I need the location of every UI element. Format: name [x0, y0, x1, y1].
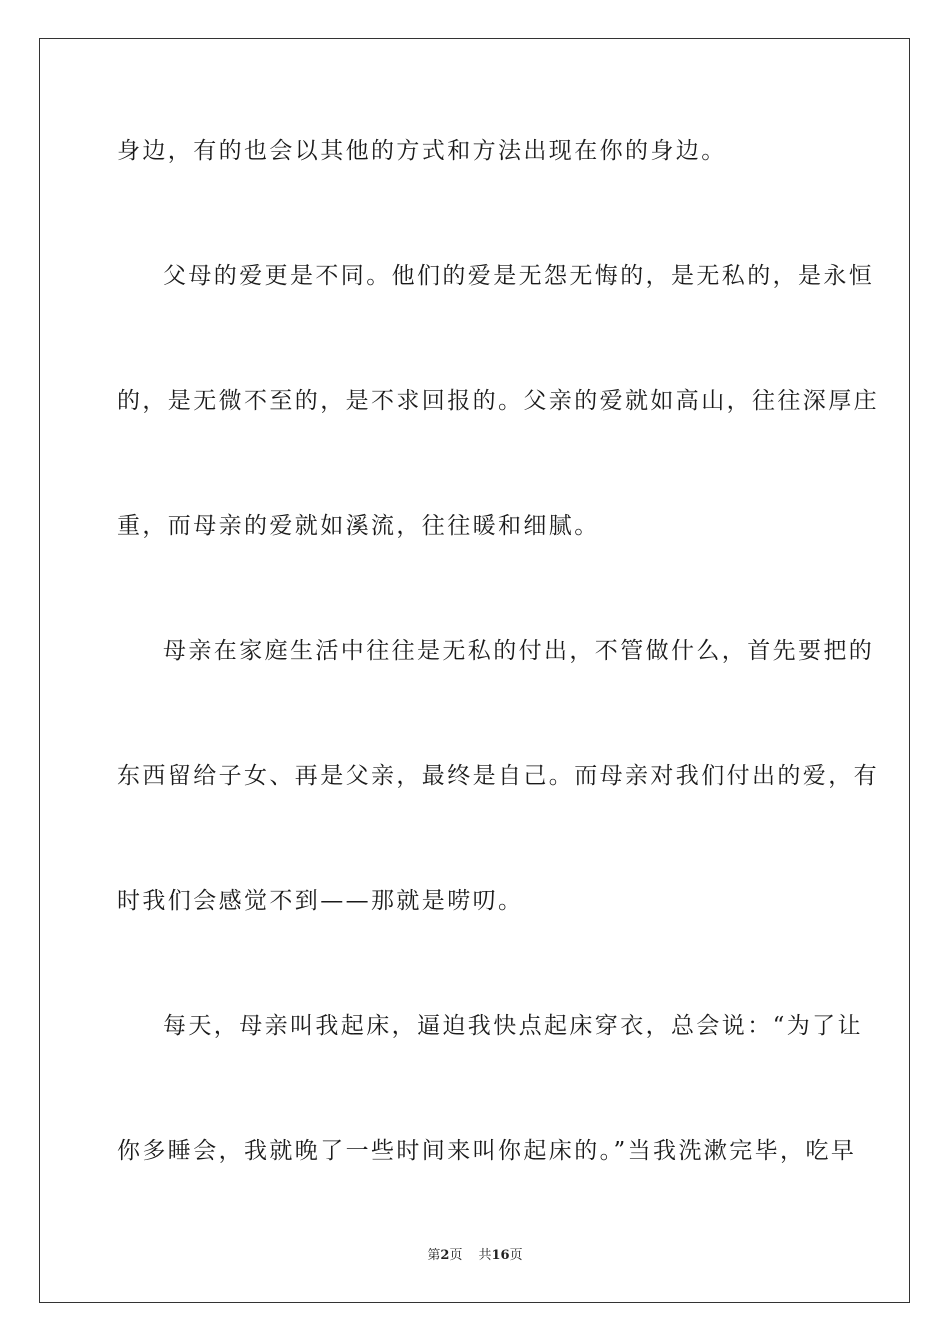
text-line-7: 时我们会感觉不到——那就是唠叨。 — [117, 888, 524, 914]
text-line-9: 你多睡会，我就晚了一些时间来叫你起床的。”当我洗漱完毕，吃早 — [117, 1138, 857, 1164]
total-suffix: 页 — [509, 1248, 523, 1263]
text-line-1: 身边，有的也会以其他的方式和方法出现在你的身边。 — [117, 138, 727, 164]
text-line-3: 的，是无微不至的，是不求回报的。父亲的爱就如高山，往往深厚庄 — [117, 388, 879, 414]
text-line-6: 东西留给子女、再是父亲，最终是自己。而母亲对我们付出的爱，有 — [117, 763, 879, 789]
page-suffix: 页 — [449, 1248, 463, 1263]
text-line-4: 重，而母亲的爱就如溪流，往往暖和细腻。 — [117, 513, 600, 539]
total-prefix: 共 — [478, 1248, 492, 1263]
page-prefix: 第 — [427, 1248, 441, 1263]
text-line-8: 每天，母亲叫我起床，逼迫我快点起床穿衣，总会说：“为了让 — [163, 1013, 863, 1039]
page-number: 2 — [440, 1248, 450, 1263]
text-line-5: 母亲在家庭生活中往往是无私的付出，不管做什么，首先要把的 — [163, 638, 875, 664]
total-pages: 16 — [491, 1248, 510, 1263]
page-border — [39, 38, 910, 1303]
page-footer — [0, 1247, 950, 1265]
text-line-2: 父母的爱更是不同。他们的爱是无怨无悔的，是无私的，是永恒 — [163, 263, 875, 289]
